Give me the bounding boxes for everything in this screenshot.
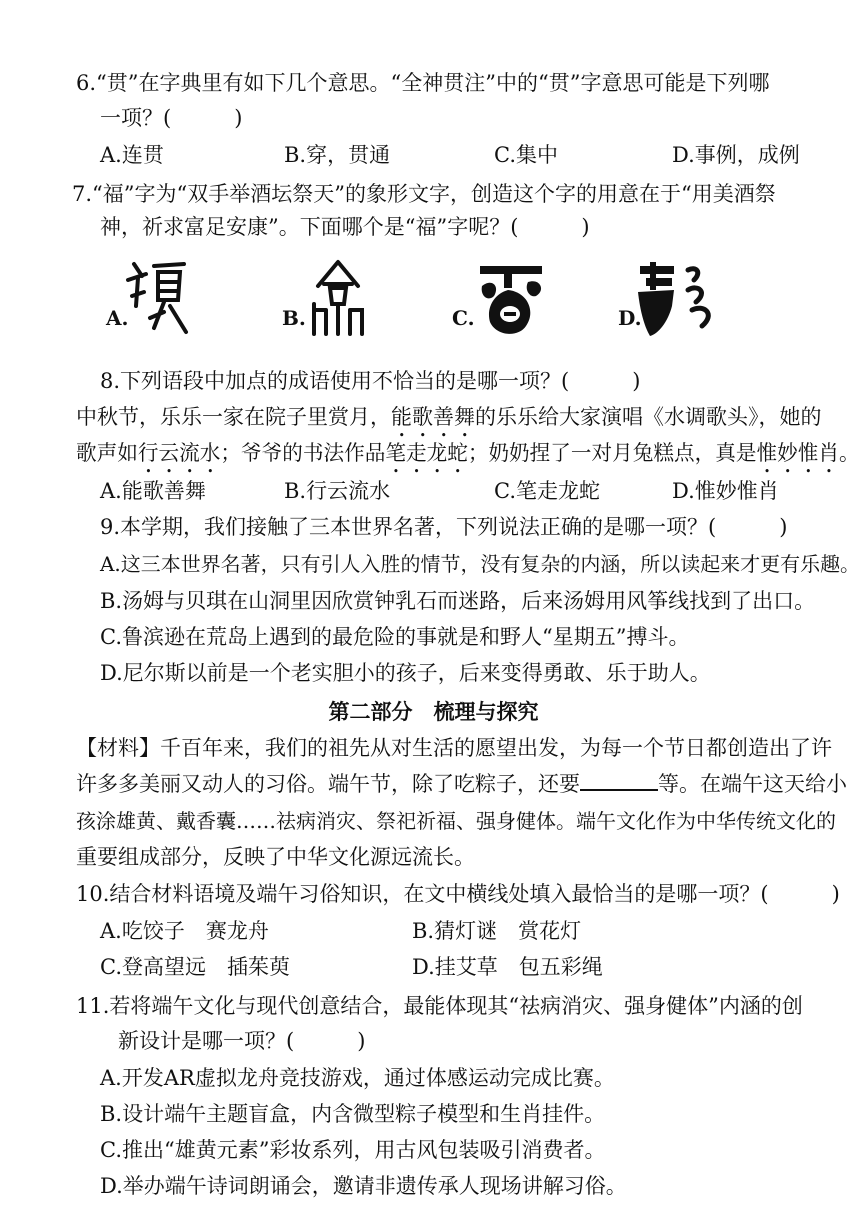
q10-stem: 10.结合材料语境及端午习俗知识，在文中横线处填入最恰当的是哪一项？( ) [76, 882, 840, 906]
q8-idiom-3: 笔走龙蛇 [385, 441, 468, 465]
material-line4: 重要组成部分，反映了中华文化源远流长。 [76, 845, 475, 869]
material-line1: 【材料】千百年来，我们的祖先从对生活的愿望出发，为每一个节日都创造出了许 [76, 736, 832, 760]
q11-option-a: A.开发AR虚拟龙舟竞技游戏，通过体感运动完成比赛。 [100, 1066, 615, 1090]
q7-glyph-b-icon [306, 256, 370, 338]
q8-passage-text: 中秋节，乐乐一家在院子里赏月， [76, 405, 391, 429]
q8-passage-line1 [76, 402, 822, 442]
q8-idiom-2: 行云流水 [137, 441, 221, 465]
q7-glyph-d-icon [632, 256, 722, 342]
q8-passage-text: 的乐乐给大家演唱《水调歌头》，她的 [475, 405, 822, 429]
q8-option-c: C.笔走龙蛇 [494, 479, 600, 503]
q11-option-b: B.设计端午主题盲盒，内含微型粽子模型和生肖挂件。 [100, 1102, 606, 1126]
q9-stem: 9.本学期，我们接触了三本世界名著，下列说法正确的是哪一项？( ) [100, 515, 788, 539]
q7-option-c-label: C. [452, 306, 475, 330]
q10-option-c: C.登高望远 插茱萸 [100, 955, 290, 979]
q11-option-c: C.推出“雄黄元素”彩妆系列，用古风包装吸引消费者。 [100, 1138, 606, 1162]
section-title: 第二部分 梳理与探究 [328, 700, 539, 724]
q8-passage-text: 。 [839, 441, 860, 465]
material-text: 等。在端午这天给小 [658, 772, 847, 796]
q11-option-d: D.举办端午诗词朗诵会，邀请非遗传承人现场讲解习俗。 [100, 1174, 627, 1198]
q8-option-b: B.行云流水 [284, 479, 391, 503]
q9-option-a: A.这三本世界名著，只有引人入胜的情节，没有复杂的内涵，所以读起来才更有乐趣。 [100, 552, 861, 576]
q8-passage-text: ；奶奶捏了一对月兔糕点，真是 [467, 441, 757, 465]
q8-passage-text: ；爷爷的书法作品 [220, 441, 386, 465]
q10-option-d: D.挂艾草 包五彩绳 [412, 955, 603, 979]
q8-stem: 8.下列语段中加点的成语使用不恰当的是哪一项？( ) [100, 369, 641, 393]
q6-option-d: D.事例，成例 [672, 143, 800, 167]
q6-stem-line2: 一项？( ) [100, 106, 243, 130]
material-line2 [76, 769, 847, 799]
q6-stem-line1: 6.“贯”在字典里有如下几个意思。“全神贯注”中的“贯”字意思可能是下列哪 [76, 71, 770, 95]
q8-option-d: D.惟妙惟肖 [672, 479, 779, 503]
material-line3: 孩涂雄黄、戴香囊……祛病消灾、祭祀祈福、强身健体。端午文化作为中华传统文化的 [76, 809, 836, 833]
q6-option-a: A.连贯 [100, 143, 164, 167]
q11-stem-line1: 11.若将端午文化与现代创意结合，最能体现其“祛病消灾、强身健体”内涵的创 [76, 994, 803, 1018]
q8-idiom-4: 惟妙惟肖 [756, 441, 840, 465]
q6-option-b: B.穿，贯通 [284, 143, 391, 167]
q8-idiom-1: 能歌善舞 [391, 405, 475, 429]
q9-option-b: B.汤姆与贝琪在山洞里因欣赏钟乳石而迷路，后来汤姆用风筝线找到了出口。 [100, 589, 816, 613]
q9-option-d: D.尼尔斯以前是一个老实胆小的孩子，后来变得勇敢、乐于助人。 [100, 661, 711, 685]
q11-stem-line2: 新设计是哪一项？( ) [118, 1029, 366, 1053]
q8-passage-line2 [76, 438, 860, 478]
q7-option-d-label: D. [618, 306, 642, 330]
q7-option-a-label: A. [106, 306, 129, 330]
q6-option-c: C.集中 [494, 143, 558, 167]
material-text: 许多多美丽又动人的习俗。端午节，除了吃粽子，还要 [76, 772, 580, 796]
q9-option-c: C.鲁滨逊在荒岛上遇到的最危险的事就是和野人“星期五”搏斗。 [100, 625, 690, 649]
q8-passage-text: 歌声如 [76, 441, 138, 465]
q7-stem-line2: 神，祈求富足安康”。下面哪个是“福”字呢？( ) [100, 215, 590, 239]
q7-glyph-c-icon [474, 256, 554, 344]
q7-glyph-a-icon [124, 256, 196, 338]
q10-option-a: A.吃饺子 赛龙舟 [100, 919, 269, 943]
q7-option-b-label: B. [282, 306, 306, 330]
fill-blank [580, 769, 658, 791]
q7-stem-line1: 7.“福”字为“双手举酒坛祭天”的象形文字，创造这个字的用意在于“用美酒祭 [72, 182, 776, 206]
q10-option-b: B.猜灯谜 赏花灯 [412, 919, 582, 943]
q8-option-a: A.能歌善舞 [100, 479, 206, 503]
